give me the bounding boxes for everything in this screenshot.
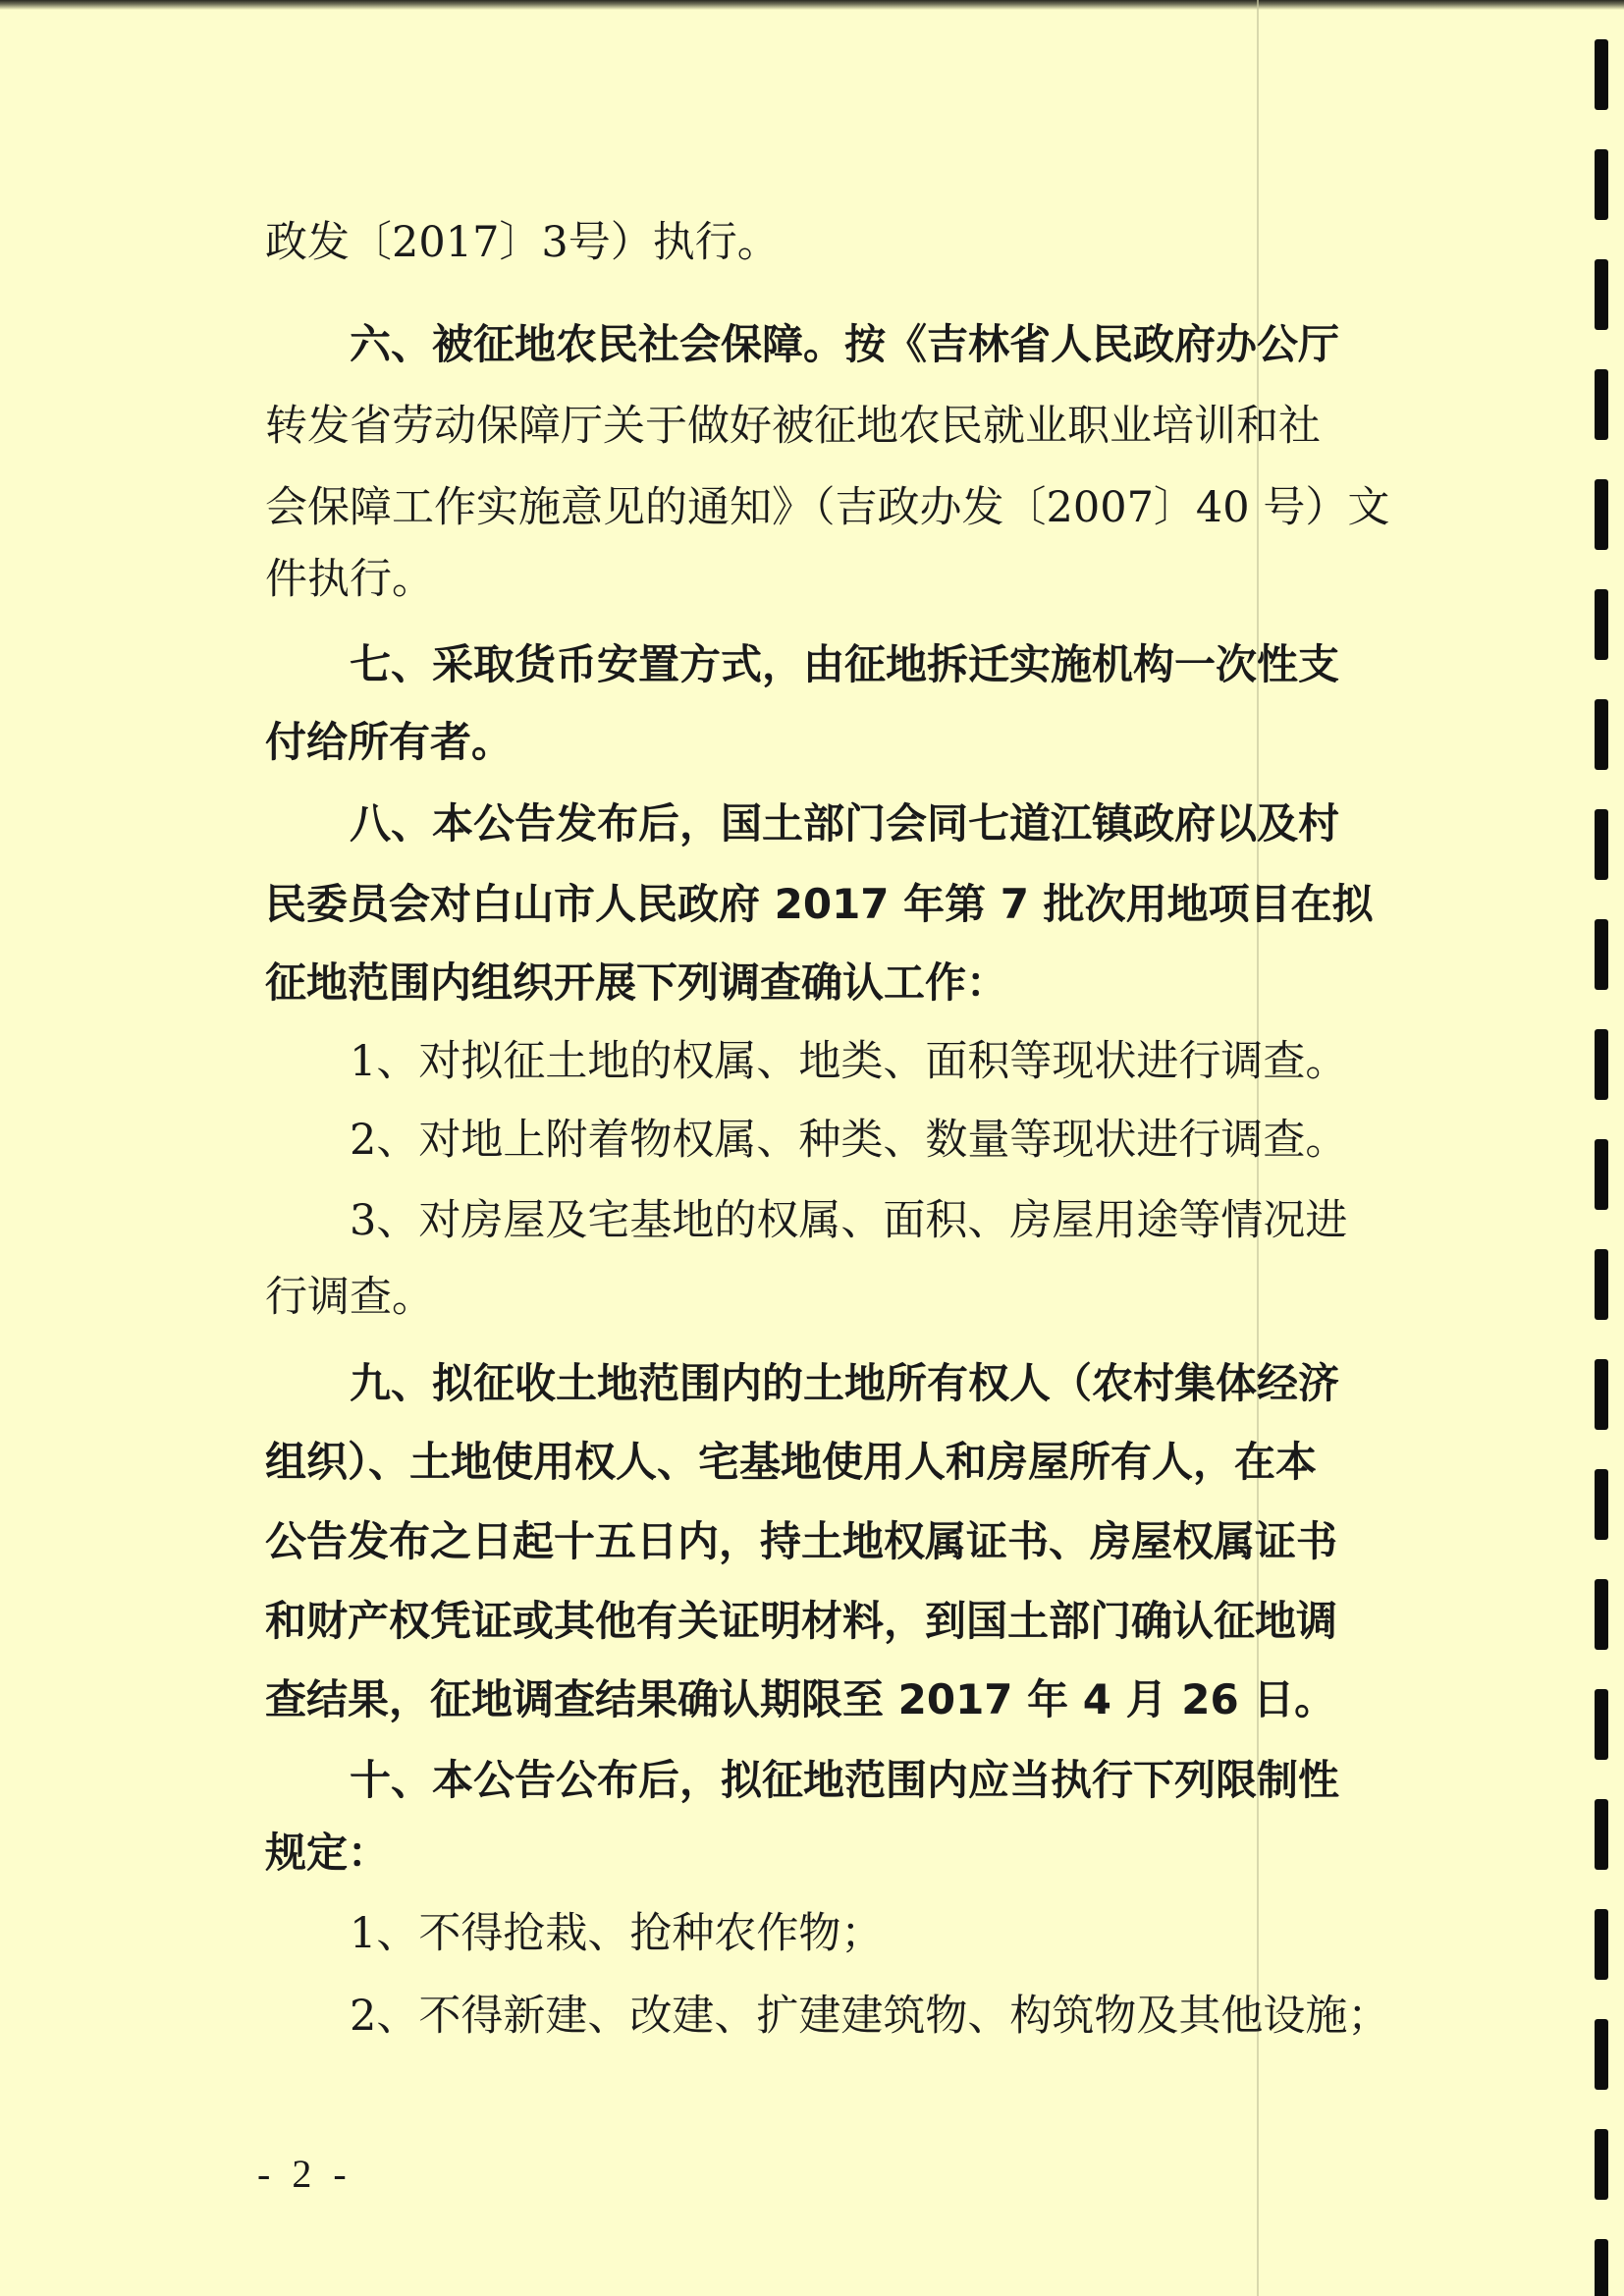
binding-hole <box>1595 1909 1608 1980</box>
body-line: 件执行。 <box>265 555 434 604</box>
binding-hole <box>1595 2239 1608 2296</box>
list-item: 2、不得新建、改建、扩建建筑物、构筑物及其他设施； <box>350 1992 1390 2041</box>
section-nine-continuation: 查结果，征地调查结果确认期限至 2017 年 4 月 26 日。 <box>265 1675 1336 1723</box>
section-six-heading-line: 六、被征地农民社会保障。按《吉林省人民政府办公厅 <box>350 320 1340 368</box>
binding-hole <box>1595 1469 1608 1540</box>
binding-hole <box>1595 809 1608 880</box>
section-nine-continuation: 公告发布之日起十五日内，持土地权属证书、房屋权属证书 <box>265 1517 1338 1565</box>
list-item: 1、对拟征土地的权属、地类、面积等现状进行调查。 <box>350 1037 1348 1086</box>
binding-hole <box>1595 2019 1608 2090</box>
section-eight-continuation: 征地范围内组织开展下列调查确认工作： <box>265 958 1008 1007</box>
section-nine-continuation: 组织）、土地使用权人、宅基地使用人和房屋所有人，在本 <box>265 1438 1318 1486</box>
binding-hole <box>1595 1139 1608 1210</box>
binding-hole <box>1595 149 1608 220</box>
binding-hole <box>1595 1359 1608 1430</box>
body-line: 政发〔2017〕3号）执行。 <box>265 218 780 267</box>
binding-hole <box>1595 479 1608 550</box>
binding-hole <box>1595 1029 1608 1100</box>
binding-hole <box>1595 1579 1608 1650</box>
binding-hole <box>1595 259 1608 330</box>
section-eight-line: 八、本公告发布后，国土部门会同七道江镇政府以及村 <box>350 799 1340 847</box>
binding-hole <box>1595 919 1608 990</box>
list-item: 1、不得抢栽、抢种农作物； <box>350 1909 884 1958</box>
section-eight-continuation: 民委员会对白山市人民政府 2017 年第 7 批次用地项目在拟 <box>265 880 1374 928</box>
binding-hole <box>1595 1799 1608 1870</box>
section-ten-continuation: 规定： <box>265 1829 390 1877</box>
binding-holes <box>1595 0 1624 2296</box>
page-number: - 2 - <box>257 2152 352 2196</box>
section-seven-continuation: 付给所有者。 <box>265 718 514 766</box>
binding-hole <box>1595 369 1608 440</box>
list-item-continuation: 行调查。 <box>265 1273 434 1322</box>
section-nine-line: 九、拟征收土地范围内的土地所有权人（农村集体经济 <box>350 1359 1340 1407</box>
binding-hole <box>1595 1689 1608 1760</box>
scan-top-edge <box>0 0 1624 10</box>
body-line: 转发省劳动保障厅关于做好被征地农民就业职业培训和社 <box>265 402 1321 451</box>
section-nine-continuation: 和财产权凭证或其他有关证明材料，到国土部门确认征地调 <box>265 1597 1338 1645</box>
binding-hole <box>1595 1249 1608 1320</box>
binding-hole <box>1595 589 1608 660</box>
binding-hole <box>1595 699 1608 770</box>
binding-hole <box>1595 2129 1608 2200</box>
binding-hole <box>1595 39 1608 110</box>
section-ten-line: 十、本公告公布后，拟征地范围内应当执行下列限制性 <box>350 1756 1340 1804</box>
body-line: 会保障工作实施意见的通知》（吉政办发〔2007〕40 号）文 <box>265 483 1390 532</box>
list-item: 2、对地上附着物权属、种类、数量等现状进行调查。 <box>350 1116 1348 1165</box>
section-seven-line: 七、采取货币安置方式，由征地拆迁实施机构一次性支 <box>350 640 1340 688</box>
list-item: 3、对房屋及宅基地的权属、面积、房屋用途等情况进 <box>350 1196 1348 1245</box>
